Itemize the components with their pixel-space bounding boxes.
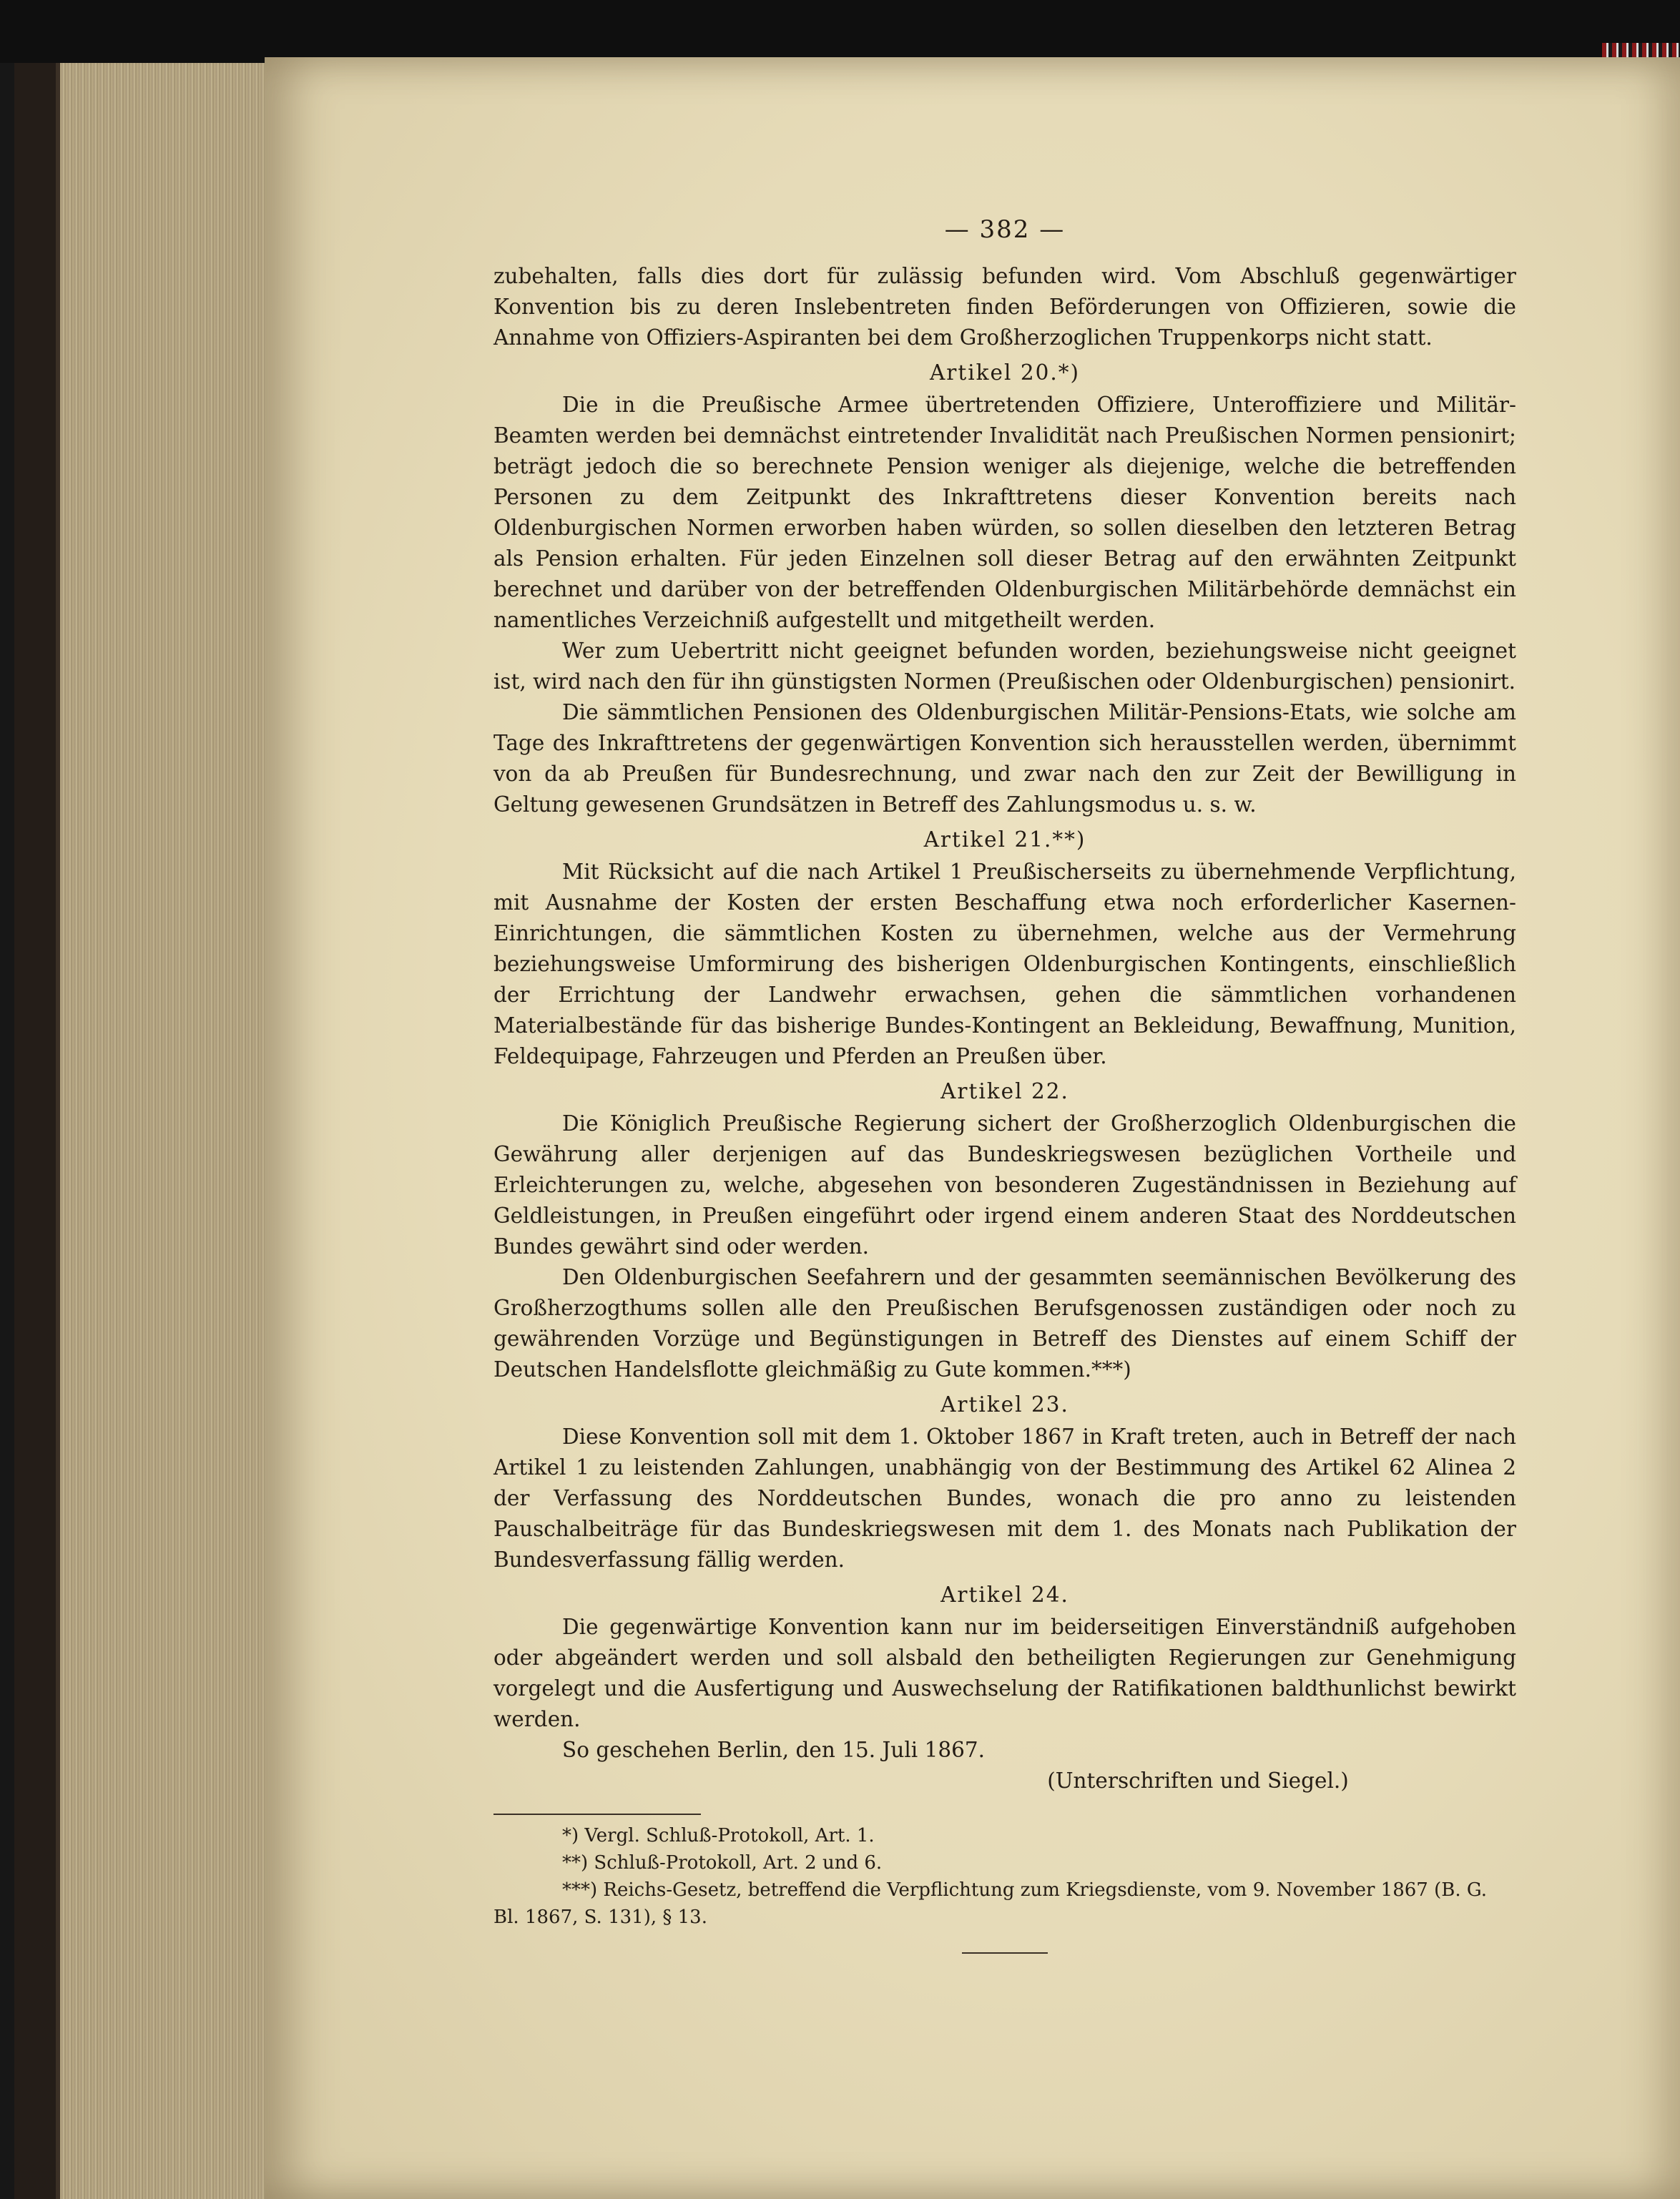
footnote: ***) Reichs-Gesetz, betreffend die Verpflichtung zum Kriegsdienste, vom 9. November 1867 (B. G. Bl. 1867, S. 131), § 13.	[493, 1879, 1487, 1928]
paragraph: Die sämmtlichen Pensionen des Oldenburgischen Militär-Pensions-Etats, wie solche am Tage des Inkrafttretens der gegenwärtigen Konvention sich herausstellen werden, übernimmt von da ab Preußen für Bundesrechnung, und zwar nach den zur Zeit der Bewilligung in Geltung gewesenen Grundsätzen in Betreff des Zahlungsmodus u. s. w.	[493, 700, 1516, 817]
signature-line: (Unterschriften und Siegel.)	[1047, 1768, 1349, 1793]
article-20-heading: Artikel 20.*)	[929, 360, 1080, 385]
paragraph: Die gegenwärtige Konvention kann nur im beiderseitigen Einverständniß aufgehoben oder abgeändert werden und soll alsbald den betheiligten Regierungen zur Genehmigung vorgelegt und die Ausfertigung und Auswechselung der Ratifikationen baldthunlichst bewirkt werden.	[493, 1615, 1516, 1731]
paragraph: Den Oldenburgischen Seefahrern und der gesammten seemännischen Bevölkerung des Großherzogthums sollen alle den Preußischen Berufsgenossen zuständigen oder noch zu gewährenden Vorzüge und Begünstigungen in Betreff des Dienstes auf einem Schiff der Deutschen Handelsflotte gleichmäßig zu Gute kommen.***)	[493, 1265, 1516, 1382]
paragraph: Die in die Preußische Armee übertretenden Offiziere, Unteroffiziere und Militär-Beamten werden bei demnächst eintretender Invalidität nach Preußischen Normen pensionirt; beträgt jedoch die so berechnete Pension weniger als diejenige, welche die betreffenden Personen zu dem Zeitpunkt des Inkrafttretens dieser Konvention bereits nach Oldenburgischen Normen erworben haben würden, so sollen dieselben den letzteren Betrag als Pension erhalten. Für jeden Einzelnen soll dieser Betrag auf den erwähnten Zeitpunkt berechnet und darüber von der betreffenden Oldenburgischen Militärbehörde demnächst ein namentliches Verzeichniß aufgestellt und mitgetheilt werden.	[493, 393, 1516, 632]
paragraph: Wer zum Uebertritt nicht geeignet befunden worden, beziehungsweise nicht geeignet ist, wird nach den für ihn günstigsten Normen (Preußischen oder Oldenburgischen) pensionirt.	[493, 639, 1516, 694]
top-background	[0, 0, 1680, 63]
article-23-heading: Artikel 23.	[940, 1392, 1069, 1417]
footnote: *) Vergl. Schluß-Protokoll, Art. 1.	[562, 1825, 875, 1846]
paragraph: Die Königlich Preußische Regierung sichert der Großherzoglich Oldenburgischen die Gewährung aller derjenigen auf das Bundeskriegswesen bezüglichen Vortheile und Erleichterungen zu, welche, abgesehen von besonderen Zugeständnissen in Beziehung auf Geldleistungen, in Preußen eingeführt oder irgend einem anderen Staat des Norddeutschen Bundes gewährt sind oder werden.	[493, 1111, 1516, 1259]
end-rule	[962, 1952, 1048, 1954]
article-22-heading: Artikel 22.	[940, 1079, 1069, 1103]
book-spine	[14, 63, 60, 2199]
paragraph: Diese Konvention soll mit dem 1. Oktober 1867 in Kraft treten, auch in Betreff der nach Artikel 1 zu leistenden Zahlungen, unabhängig von der Bestimmung des Artikel 62 Alinea 2 der Verfassung des Norddeutschen Bundes, wonach die pro anno zu leistenden Pauschalbeiträge für das Bundeskriegswesen mit dem 1. des Monats nach Publikation der Bundesverfassung fällig werden.	[493, 1425, 1516, 1572]
article-24-heading: Artikel 24.	[940, 1583, 1069, 1607]
page-text	[493, 215, 1516, 1954]
paragraph: Mit Rücksicht auf die nach Artikel 1 Preußischerseits zu übernehmende Verpflichtung, mit Ausnahme der Kosten der ersten Beschaffung etwa noch erforderlicher Kasernen-Einrichtungen, die sämmtlichen Kosten zu übernehmen, welche aus der Vermehrung beziehungsweise Umformirung des bisherigen Oldenburgischen Kontingents, einschließlich der Errichtung der Landwehr erwachsen, gehen die sämmtlichen vorhandenen Materialbestände für das bisherige Bundes-Kontingent an Bekleidung, Bewaffnung, Munition, Feldequipage, Fahrzeugen und Pferden an Preußen über.	[493, 860, 1516, 1068]
page-edges	[56, 63, 275, 2199]
page-number: — 382 —	[944, 215, 1066, 244]
closing-line: So geschehen Berlin, den 15. Juli 1867.	[562, 1738, 986, 1762]
paragraph-intro: zubehalten, falls dies dort für zulässig befunden wird. Vom Abschluß gegenwärtiger Konvention bis zu deren Inslebentreten finden Beförderungen von Offizieren, sowie die Annahme von Offiziers-Aspiranten bei dem Großherzoglichen Truppenkorps nicht statt.	[493, 264, 1516, 350]
footnote-divider	[493, 1814, 701, 1815]
article-21-heading: Artikel 21.**)	[923, 827, 1086, 852]
footnote: **) Schluß-Protokoll, Art. 2 und 6.	[562, 1852, 883, 1874]
